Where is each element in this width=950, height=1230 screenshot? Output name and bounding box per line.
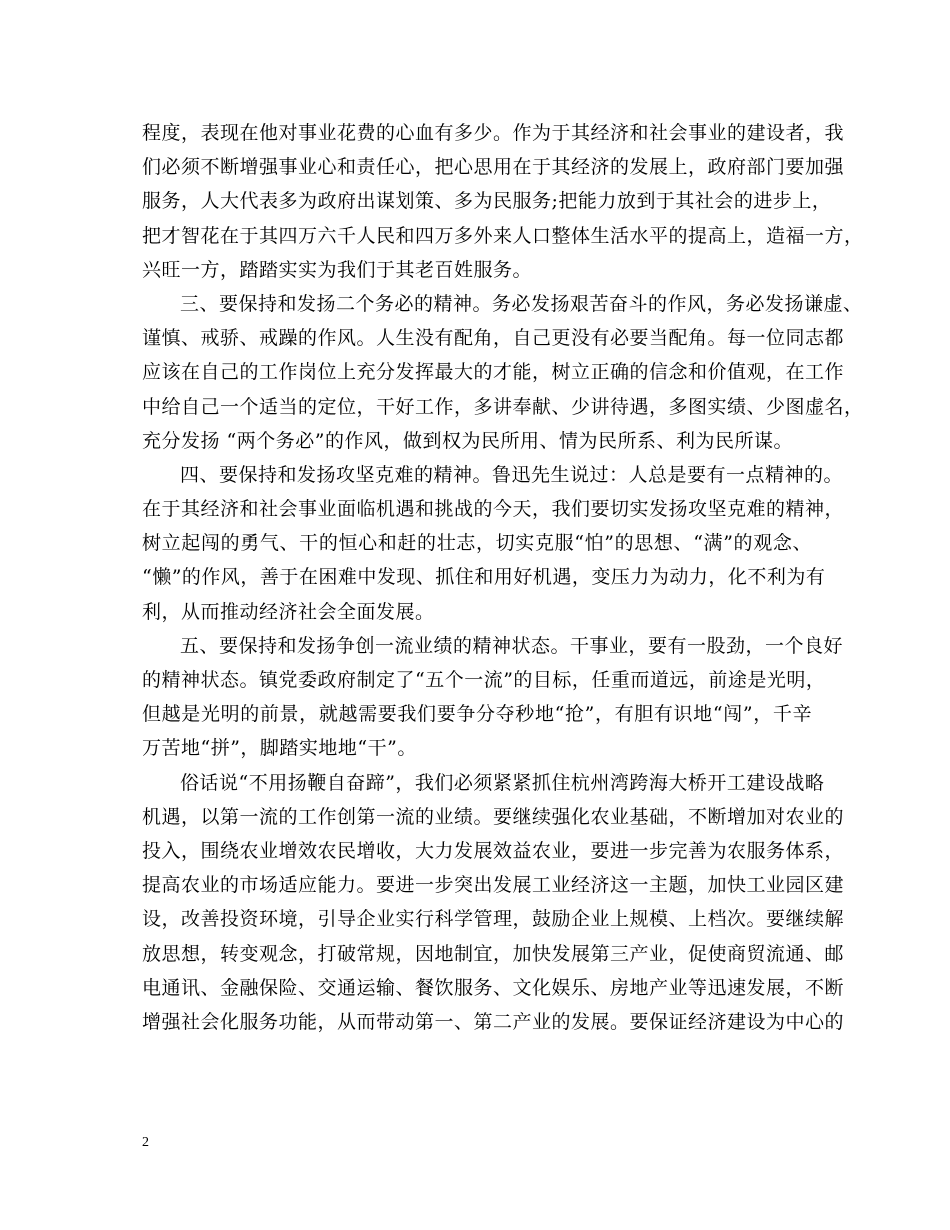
text-line: 投入，围绕农业增效农民增收，大力发展效益农业，要进一步完善为农服务体系，: [142, 839, 845, 862]
text-line: 设，改善投资环境，引导企业实行科学管理，鼓励企业上规模、上档次。要继续解: [142, 908, 845, 931]
text-line: 充分发扬 “两个务必”的作风，做到权为民所用、情为民所系、利为民所谋。: [142, 429, 793, 452]
text-line: 利，从而推动经济社会全面发展。: [142, 600, 435, 623]
text-line: 程度，表现在他对事业花费的心血有多少。作为于其经济和社会事业的建设者，我: [142, 122, 845, 144]
text-line: 四、要保持和发扬攻坚克难的精神。鲁迅先生说过：人总是要有一点精神的。: [180, 463, 844, 486]
text-line: 兴旺一方，踏踏实实为我们于其老百姓服务。: [142, 258, 533, 281]
text-line: 五、要保持和发扬争创一流业绩的精神状态。干事业，要有一股劲，一个良好: [180, 634, 844, 657]
text-line: 的精神状态。镇党委政府制定了“五个一流”的目标，任重而道远，前途是光明，: [142, 669, 826, 691]
text-line: 们必须不断增强事业心和责任心，把心思用在于其经济的发展上，政府部门要加强: [142, 156, 845, 179]
text-line: 放思想，转变观念，打破常规，因地制宜，加快发展第三产业，促使商贸流通、邮: [142, 942, 845, 965]
text-line: 但越是光明的前景，就越需要我们要争分夺秒地“抢”，有胆有识地“闯”，千辛: [142, 703, 812, 726]
text-line: 增强社会化服务功能，从而带动第一、第二产业的发展。要保证经济建设为中心的: [142, 1010, 845, 1033]
text-line: 谨慎、戒骄、戒躁的作风。人生没有配角，自己更没有必要当配角。每一位同志都: [142, 327, 845, 350]
text-line: 机遇，以第一流的工作创第一流的业绩。要继续强化农业基础，不断增加对农业的: [142, 805, 845, 828]
text-line: 把才智花在于其四万六千人民和四万多外来人口整体生活水平的提高上，造福一方，: [142, 224, 864, 247]
text-line: 电通讯、金融保险、交通运输、餐饮服务、文化娱乐、房地产业等迅速发展，不断: [142, 976, 845, 999]
text-line: 在于其经济和社会事业面临机遇和挑战的今天，我们要切实发扬攻坚克难的精神，: [142, 498, 845, 521]
text-line: 提高农业的市场适应能力。要进一步突出发展工业经济这一主题，加快工业园区建: [142, 874, 845, 897]
text-line: 俗话说“不用扬鞭自奋蹄”，我们必须紧紧抓住杭州湾跨海大桥开工建设战略: [180, 771, 825, 794]
text-line: 万苦地“拼”，脚踏实地地“干”。: [142, 737, 417, 760]
document-body: [142, 116, 864, 1039]
text-line: “懒”的作风，善于在困难中发现、抓住和用好机遇，变压力为动力，化不利为有: [142, 566, 826, 589]
text-line: 中给自己一个适当的定位，干好工作，多讲奉献、少讲待遇，多图实绩、少图虚名，: [142, 395, 864, 418]
text-line: 应该在自己的工作岗位上充分发挥最大的才能，树立正确的信念和价值观，在工作: [142, 361, 845, 384]
text-line: 服务，人大代表多为政府出谋划策、多为民服务;把能力放到于其社会的进步上，: [142, 190, 832, 213]
text-line: 三、要保持和发扬二个务必的精神。务必发扬艰苦奋斗的作风，务必发扬谦虚、: [180, 292, 863, 315]
page-number: 2: [142, 1135, 149, 1150]
text-line: 树立起闯的勇气、干的恒心和赶的壮志，切实克服“怕”的思想、“满”的观念、: [142, 532, 812, 555]
